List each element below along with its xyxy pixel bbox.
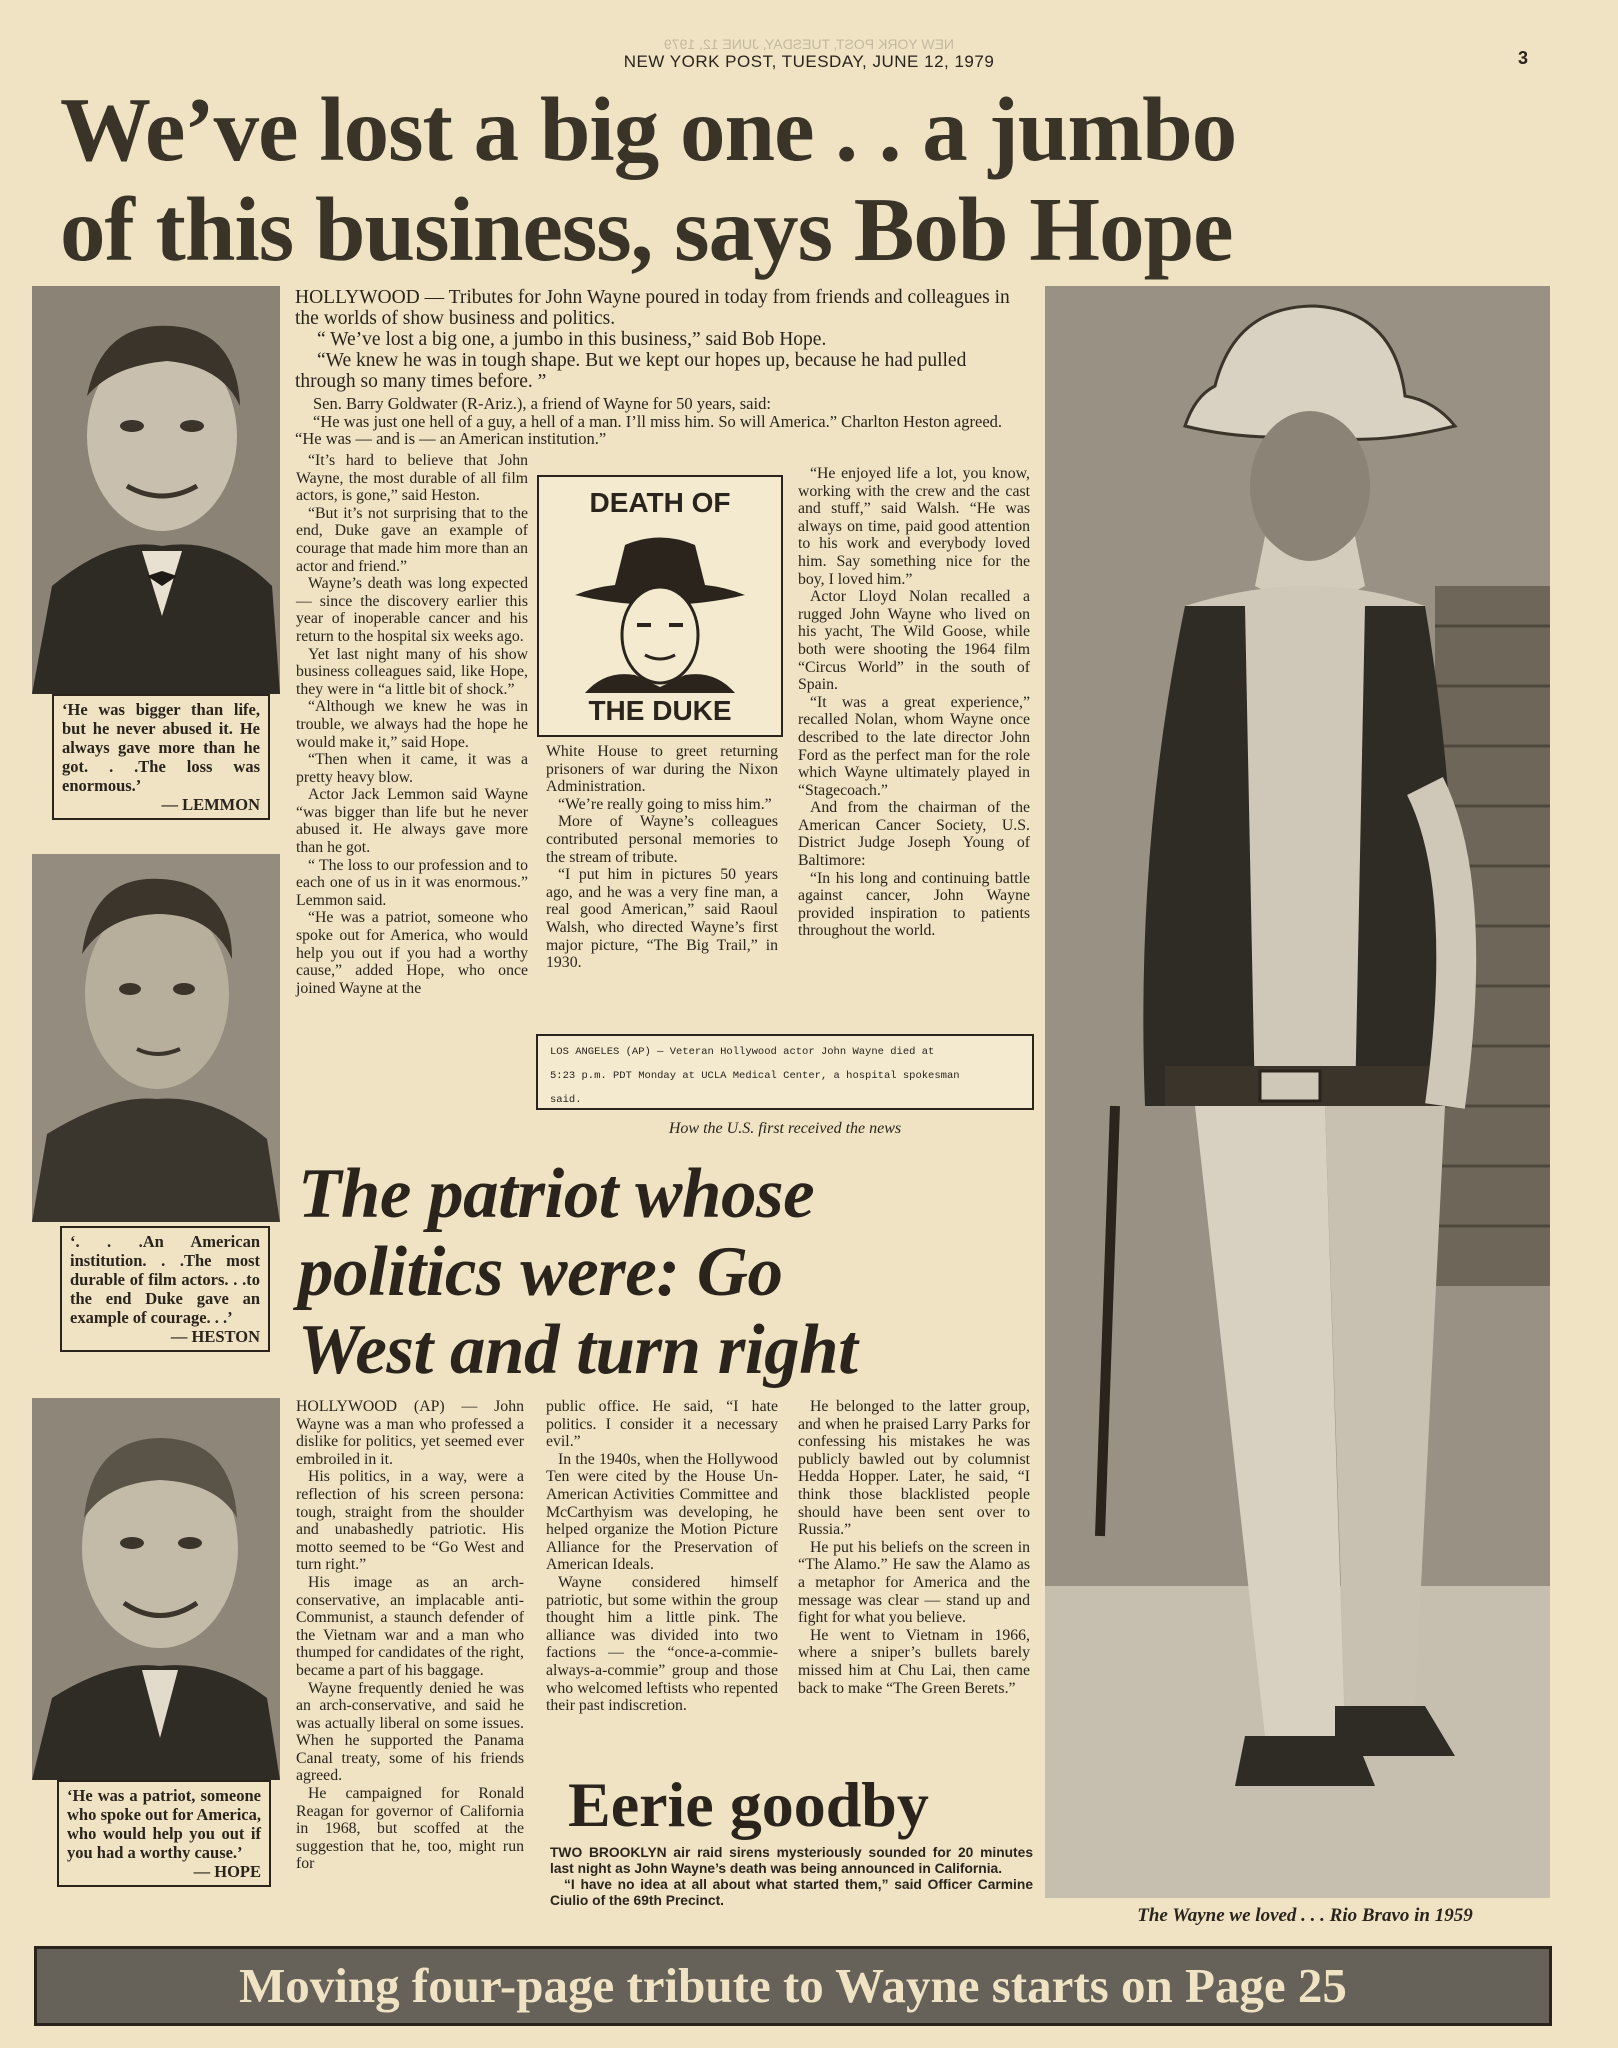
col-c-p2: Actor Lloyd Nolan recalled a rugged John Wayne who lived on his yacht, The Wild Goose, while both were shooting the 1964 film “Circus World” in the south of Spain. <box>798 588 1030 694</box>
col-c-p5: “In his long and continuing battle against cancer, John Wayne provided inspiration to patients throughout the world. <box>798 869 1030 940</box>
wire-line-1: LOS ANGELES (AP) — Veteran Hollywood actor John Wayne died at <box>550 1046 935 1058</box>
lead-p5: “He was just one hell of a guy, a hell of a man. I’ll miss him. So will America.” Charlton Heston agreed. “He was — and is — an American institution.” <box>295 411 1003 448</box>
col-b-p1: White House to greet returning prisoners of war during the Nixon Administration. <box>546 743 778 796</box>
tribute-banner: Moving four-page tribute to Wayne starts on Page 25 <box>34 1946 1552 2026</box>
quote-heston-text: ‘. . .An American institution. . .The most durable of film actors. . .to the end Duke gave an example of courage. . .’ <box>70 1232 260 1327</box>
col-c-p3: “It was a great experience,” recalled Nolan, whom Wayne once described to the late director John Ford as the perfect man for the role which Wayne ultimately played in “Stagecoach.” <box>798 693 1030 799</box>
wire-line-3: said. <box>550 1094 582 1106</box>
death-box-top-text: DEATH OF <box>589 487 731 518</box>
col-a-p1: “It’s hard to believe that John Wayne, the most durable of all film actors, is gone,” said Heston. <box>296 452 528 505</box>
quote-box-hope <box>57 1780 271 1887</box>
col-d-p2: His politics, in a way, were a reflection of his screen persona: tough, straight from the shoulder and unabashedly patriotic. His motto seemed to be “Go West and turn right.” <box>296 1468 524 1574</box>
quote-lemmon-attribution: — LEMMON <box>161 795 260 814</box>
column-a <box>296 452 528 997</box>
eerie-p1: TWO BROOKLYN air raid sirens mysteriously sounded for 20 minutes last night as John Wayne’s death was being announced in California. <box>550 1845 1033 1876</box>
quote-hope-attribution: — HOPE <box>193 1862 261 1881</box>
eerie-goodby-headline: Eerie goodby <box>568 1769 929 1840</box>
quote-lemmon-text: ‘He was bigger than life, but he never abused it. He always gave more than he got. . .The loss was enormous.’ <box>62 700 260 795</box>
patriot-headline <box>298 1155 1038 1389</box>
lead-p2: “ We’ve lost a big one, a jumbo in this business,” said Bob Hope. <box>317 329 827 350</box>
quote-hope-text: ‘He was a patriot, someone who spoke out for America, who would help you out if you had a worthy cause.’ <box>67 1786 261 1862</box>
column-b <box>546 743 778 972</box>
col-b-p4: “I put him in pictures 50 years ago, and he was a very fine man, a real good American,” said Raoul Walsh, who directed Wayne’s first major picture, “The Big Trail,” in 1930. <box>546 866 778 972</box>
quote-box-lemmon <box>52 694 270 820</box>
col-e-p1: public office. He said, “I hate politics. I consider it a necessary evil.” <box>546 1398 778 1451</box>
patriot-line-1: The patriot whose <box>298 1155 815 1233</box>
col-d-p5: He campaigned for Ronald Reagan for governor of California in 1968, but scoffed at the suggestion that he, too, might run for <box>296 1785 524 1873</box>
lead-paragraphs <box>295 287 1030 392</box>
col-e-p3: Wayne considered himself patriotic, but some within the group thought him a little pink. The alliance was divided into two factions — the “once-a-commie-always-a-commie” group and those who welcomed leftists who repented their past indiscretion. <box>546 1573 778 1715</box>
lead-paragraphs-continued <box>295 395 1030 448</box>
lead-p3: “We knew he was in tough shape. But we kept our hopes up, because he had pulled through so many times before. ” <box>295 350 967 392</box>
headline-line-1: We’ve lost a big one . . a jumbo <box>60 79 1237 180</box>
col-f-p1: He belonged to the latter group, and when he praised Larry Parks for confessing his mistakes he was publicly bawled out by columnist Hedda Hopper. Later, he said, “I think those blacklisted people should have been sent over to Russia.” <box>798 1398 1030 1539</box>
death-box-bottom-text: THE DUKE <box>588 695 732 726</box>
duke-caricature-icon <box>565 525 755 693</box>
photo-john-wayne-rio-bravo <box>1045 286 1550 1898</box>
lead-p1: HOLLYWOOD — Tributes for John Wayne poured in today from friends and colleagues in the worlds of show business and politics. <box>295 287 1010 329</box>
patriot-line-3: West and turn right <box>298 1311 858 1389</box>
col-c-p1: “He enjoyed life a lot, you know, working with the crew and the cast and stuff,” said Walsh. “He was always on time, paid good attention to his work and everybody loved him. Say something nice for the boy, I loved him.” <box>798 465 1030 588</box>
column-d <box>296 1398 524 1873</box>
col-e-p2: In the 1940s, when the Hollywood Ten were cited by the House Un-American Activities Committee and McCarthyism was developing, he helped organize the Motion Picture Alliance for the Preservation of American Ideals. <box>546 1450 778 1574</box>
col-c-p4: And from the chairman of the American Cancer Society, U.S. District Judge Joseph Young of Baltimore: <box>798 799 1030 870</box>
photo-jack-lemmon <box>32 286 280 694</box>
death-of-the-duke-box <box>537 475 783 737</box>
col-d-p1: HOLLYWOOD (AP) — John Wayne was a man who professed a dislike for politics, yet seemed ever embroiled in it. <box>296 1398 524 1468</box>
masthead-dateline: NEW YORK POST, TUESDAY, JUNE 12, 1979 <box>623 52 995 71</box>
col-a-p9: “He was a patriot, someone who spoke out for America, who would help you out if you had a worthy cause,” added Hope, who once joined Wayne at the <box>296 909 528 997</box>
eerie-goodby-body <box>550 1845 1033 1909</box>
col-a-p5: “Although we knew he was in trouble, we always had the hope he would make it,” said Hope. <box>296 698 528 751</box>
col-b-p3: More of Wayne’s colleagues contributed personal memories to the stream of tribute. <box>546 813 778 866</box>
column-f <box>798 1398 1030 1697</box>
col-d-p3: His image as an arch-conservative, an implacable anti-Communist, a staunch defender of the Vietnam war and a man who thumped for candidates of the right, became a part of his baggage. <box>296 1573 524 1679</box>
quote-box-heston <box>60 1226 270 1352</box>
wire-line-2: 5:23 p.m. PDT Monday at UCLA Medical Center, a hospital spokesman <box>550 1070 960 1082</box>
col-a-p3: Wayne’s death was long expected — since the discovery earlier this year of inoperable cancer and his return to the hospital six weeks ago. <box>296 575 528 645</box>
col-a-p7: Actor Jack Lemmon said Wayne “was bigger than life but he never abused it. He always gave more than he got. <box>296 786 528 857</box>
page-number: 3 <box>1518 48 1529 68</box>
main-headline <box>60 80 1560 280</box>
photo-charlton-heston <box>32 854 280 1222</box>
ap-wire-bulletin <box>536 1034 1034 1110</box>
col-f-p3: He went to Vietnam in 1966, where a sniper’s bullets barely missed him at Chu Lai, then came back to make “The Green Berets.” <box>798 1626 1030 1697</box>
col-a-p2: “But it’s not surprising that to the end, Duke gave an example of courage that made him more than an actor and friend.” <box>296 504 528 575</box>
patriot-line-2: politics were: Go <box>298 1233 783 1311</box>
lead-p4: Sen. Barry Goldwater (R-Ariz.), a friend of Wayne for 50 years, said: <box>313 394 771 413</box>
col-f-p2: He put his beliefs on the screen in “The Alamo.” He saw the Alamo as a metaphor for America and the message was clear — stand up and fight for what you believe. <box>798 1538 1030 1627</box>
bleed-through-masthead: NEW YORK POST, TUESDAY, JUNE 12, 1979 <box>664 36 954 52</box>
column-c <box>798 465 1030 940</box>
col-a-p8: “ The loss to our profession and to each one of us in it was enormous.” Lemmon said. <box>296 856 528 909</box>
col-a-p6: “Then when it came, it was a pretty heavy blow. <box>296 751 528 786</box>
col-a-p4: Yet last night many of his show business colleagues said, like Hope, they were in “a little bit of shock.” <box>296 645 528 698</box>
headline-line-2: of this business, says Bob Hope <box>60 179 1233 280</box>
wire-caption: How the U.S. first received the news <box>668 1120 902 1137</box>
big-photo-caption: The Wayne we loved . . . Rio Bravo in 1959 <box>1137 1905 1473 1926</box>
column-e <box>546 1398 778 1715</box>
photo-bob-hope <box>32 1398 280 1780</box>
quote-heston-attribution: — HESTON <box>170 1327 260 1346</box>
col-b-p2: “We’re really going to miss him.” <box>558 795 772 813</box>
eerie-p2: “I have no idea at all about what started them,” said Officer Carmine Ciulio of the 69th Precinct. <box>550 1877 1033 1908</box>
col-d-p4: Wayne frequently denied he was an arch-conservative, and said he was actually liberal on some issues. When he supported the Panama Canal treaty, some of his friends agreed. <box>296 1679 524 1785</box>
